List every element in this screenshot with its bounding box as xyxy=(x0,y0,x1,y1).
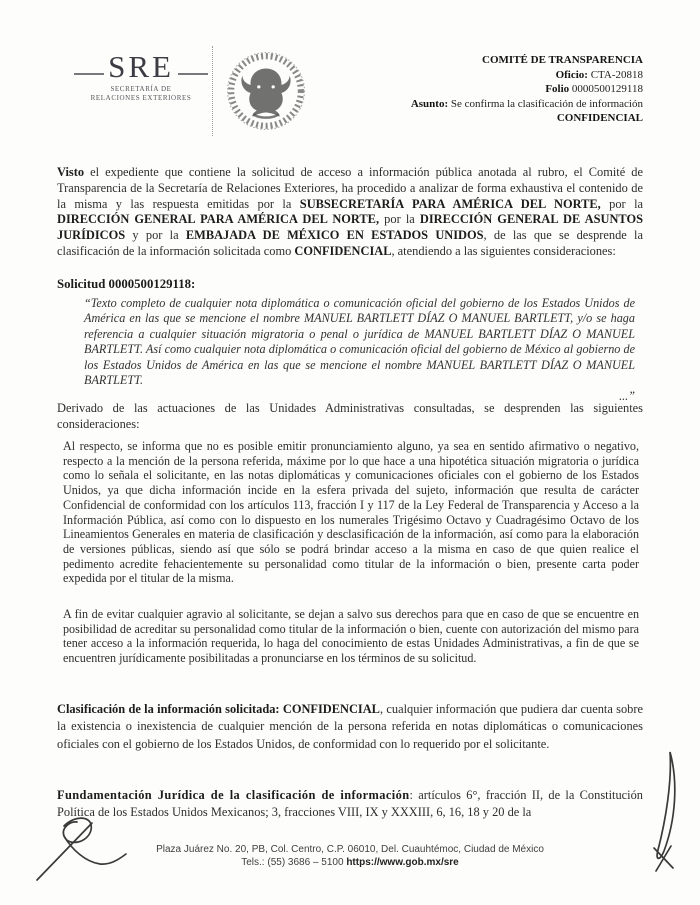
footer-phone-line: Tels.: (55) 3686 – 5100 https://www.gob.mx/sre xyxy=(241,857,459,868)
sre-subtitle-line1: SECRETARÍA DE xyxy=(110,85,172,93)
folio-line: Folio 0000500129118 xyxy=(545,83,643,95)
logo-rule-left xyxy=(74,73,104,75)
request-quote-text: “Texto completo de cualquier nota diplomática o comunicación oficial del gobierno de los Estados Unidos de América en las que se mencione el nombre MANUEL BARTLETT DÍAZ O MANUEL BARTLETT, y/o se haga referencia a cualquier situación migratoria o penal o jurídica de MANUEL BARTLETT DÍAZ O MANUEL BARTLETT. Así como cualquier nota diplomática o comunicación oficial del gobierno de México al gobierno de los Estados Unidos de América en las que se mencione el nombre MANUEL BARTLETT DÍAZ O MANUEL BARTLETT. xyxy=(84,296,635,388)
committee-title: COMITÉ DE TRANSPARENCIA xyxy=(482,54,643,66)
national-seal-icon xyxy=(225,50,307,132)
footer-address: Plaza Juárez No. 20, PB, Col. Centro, C.P. 06010, Del. Cuauhtémoc, Ciudad de México xyxy=(156,844,544,855)
footer-url: https://www.gob.mx/sre xyxy=(346,857,459,868)
paragraph-al-respecto: Al respecto, se informa que no es posible emitir pronunciamiento alguno, ya sea en sentido afirmativo o negativo, respecto a la mención de la persona referida, máxime por lo que hace a una hipotética situación migratoria o jurídica como lo señala el solicitante, en las notas diplomáticas y comunicaciones oficiales con el gobierno de los Estados Unidos, ya que dicha información incide en la esfera privada del sujeto, información que resulta de carácter Confidencial de conformidad con los artículos 113, fracción I y 117 de la Ley Federal de Transparencia y Acceso a la Información Pública, así como con lo dispuesto en los numerales Trigésimo Octavo y Cuadragésimo Octavo de los Lineamientos Generales en materia de clasificación y desclasificación de la información, así como para la elaboración de versiones públicas, siendo así que sólo se podrá brindar acceso a la misma en caso de que quien realice el pedimento acredite fehacientemente su personalidad como titular de la información o bien, presente carta poder expedida por el titular de la misma. xyxy=(63,439,639,586)
header-meta xyxy=(411,53,643,126)
paragraph-clasificacion: Clasificación de la información solicitada: CONFIDENCIAL, cualquier información que pudiera dar cuenta sobre la existencia o inexistencia de cualquier mención de la persona referida en notas diplomáticas o comunicaciones oficiales con el gobierno de los Estados Unidos, de conformidad con lo requerido por el solicitante. xyxy=(57,702,644,751)
paragraph-fundamentacion: Fundamentación Jurídica de la clasificación de información: artículos 6°, fracción II, de la Constitución Política de los Estados Unidos Mexicanos; 3, fracciones VIII, IX y XXXIII, 6, 16, 18 y 20 de la xyxy=(57,788,643,820)
solicitud-heading: Solicitud 0000500129118: xyxy=(57,277,196,291)
paragraph-derivado: Derivado de las actuaciones de las Unidades Administrativas consultadas, se desprenden las siguientes consideraciones: xyxy=(57,401,643,431)
page-footer xyxy=(0,843,700,869)
asunto-line: Asunto: Se confirma la clasificación de información xyxy=(410,97,643,110)
sre-subtitle-line2: RELACIONES EXTERIORES xyxy=(90,93,192,102)
oficio-line: Oficio: CTA-20818 xyxy=(555,68,643,81)
paragraph-a-fin: A fin de evitar cualquier agravio al solicitante, se dejan a salvo sus derechos para que en caso de que se encuentre en posibilidad de acreditar su personalidad como titular de la información o bien, cuente con autorización del mismo para tener acceso a la información requerida, lo haga del conocimiento de estas Unidades Administrativas, a fin de que se encuentren jurídicamente posibilitadas a pronunciarse en los términos de su solicitud. xyxy=(63,607,639,666)
classification-label: CONFIDENCIAL xyxy=(556,112,643,124)
header-divider xyxy=(212,46,213,136)
logo-rule-right xyxy=(178,73,208,75)
paragraph-visto: Visto el expediente que contiene la solicitud de acceso a información pública anotada al rubro, el Comité de Transparencia de la Secretaría de Relaciones Exteriores, ha procedido a analizar de forma exhaustiva el contenido de la misma y las respuesta emitidas por la SUBSECRETARÍA PARA AMÉRICA DEL NORTE, por la DIRECCIÓN GENERAL PARA AMÉRICA DEL NORTE, por la DIRECCIÓN GENERAL DE ASUNTOS JURÍDICOS y por la EMBAJADA DE MÉXICO EN ESTADOS UNIDOS, de las que se desprende la clasificación de la información solicitada como CONFIDENCIAL, atendiendo a las siguientes consideraciones: xyxy=(57,165,644,258)
request-quote-end: ...” xyxy=(619,389,635,404)
request-quote-block xyxy=(84,296,635,404)
sre-logo xyxy=(74,49,208,102)
sre-acronym: SRE xyxy=(108,49,174,84)
